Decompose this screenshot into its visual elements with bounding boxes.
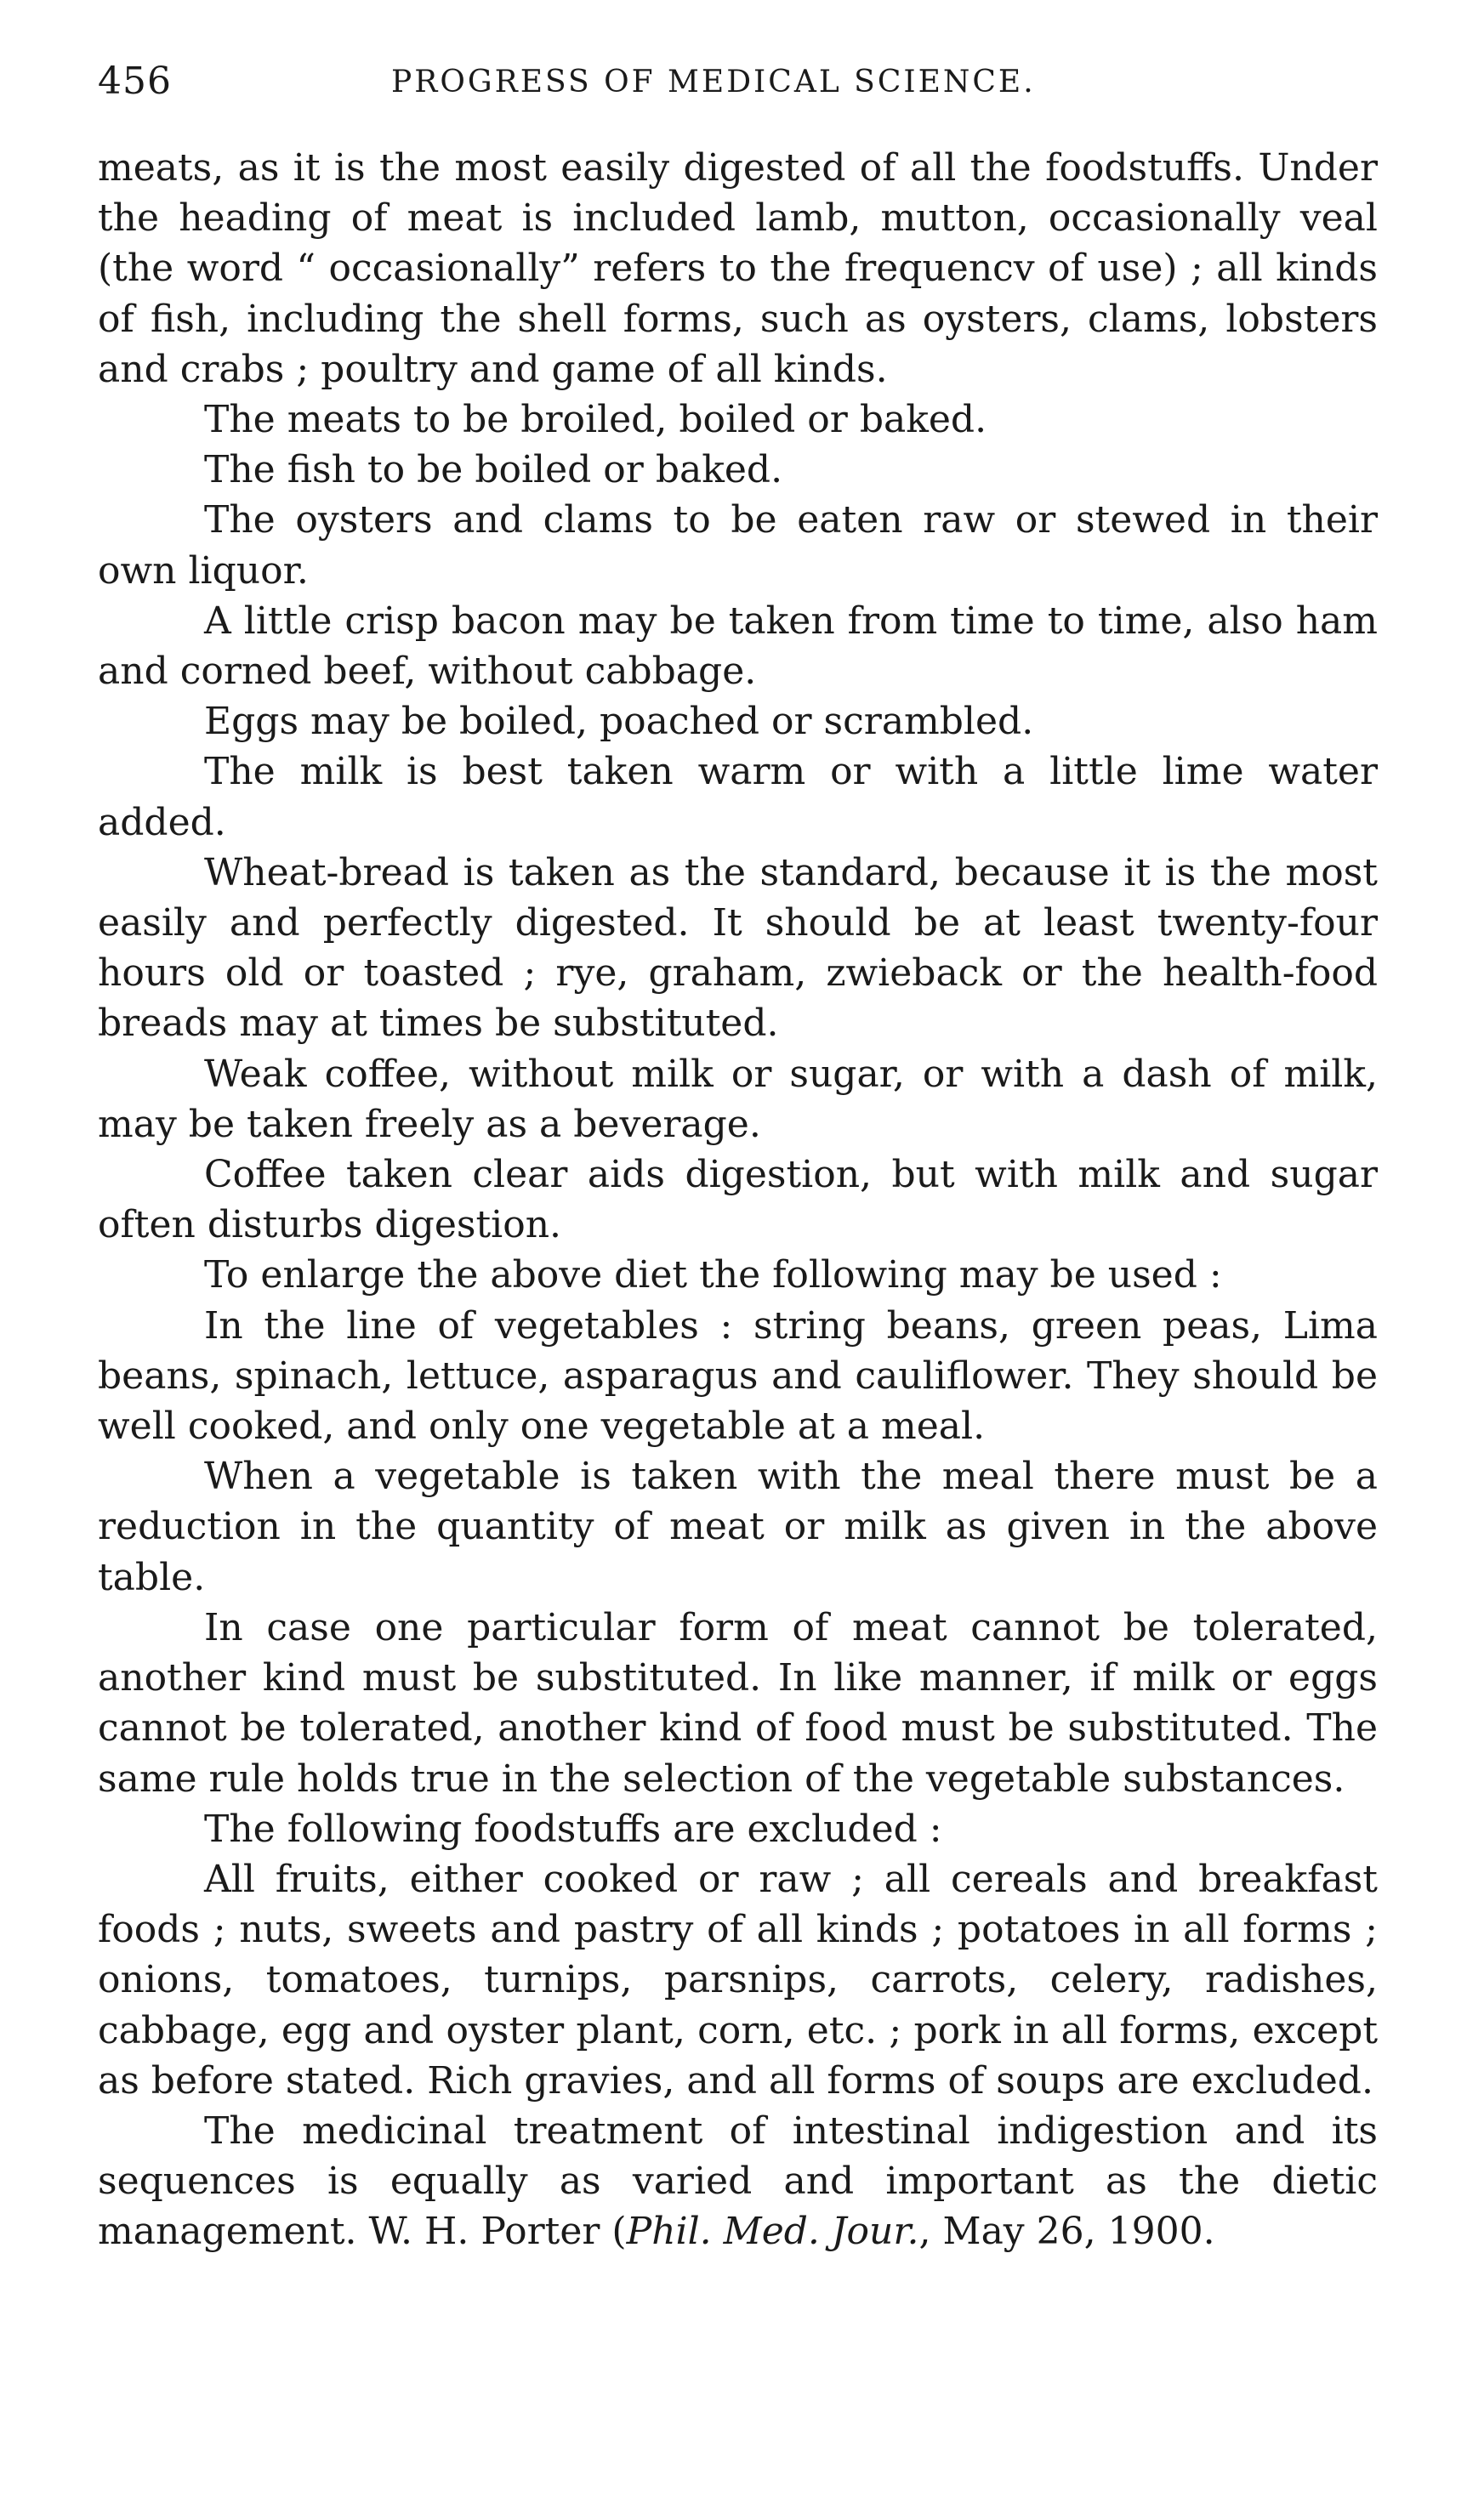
page-number: 456 xyxy=(98,60,172,103)
paragraph: In the line of vegetables : string beans, green peas, Lima beans, spinach, lettuce, asparagus and cauliflower. They should be well cooked, and only one vegetable at a meal. xyxy=(98,1303,1378,1449)
paragraph: The oysters and clams to be eaten raw or stewed in their own liquor. xyxy=(98,498,1378,593)
body-text xyxy=(98,143,1378,2257)
paragraph: Eggs may be boiled, poached or scrambled. xyxy=(204,700,1034,744)
paragraph: The meats to be broiled, boiled or baked. xyxy=(204,398,987,442)
paragraph: The following foodstuffs are excluded : xyxy=(204,1807,942,1851)
paragraph: A little crisp bacon may be taken from time to time, also ham and corned beef, without cabbage. xyxy=(98,599,1378,694)
paragraph: All fruits, either cooked or raw ; all cereals and breakfast foods ; nuts, sweets and pastry of all kinds ; potatoes in all forms ; onions, tomatoes, turnips, parsnips, carrots, celery, radishes, cabbage, egg and oyster plant, corn, etc. ; pork in all forms, except as before stated. Rich gravies, and all forms of soups are excluded. xyxy=(98,1857,1378,2103)
paragraph: To enlarge the above diet the following may be used : xyxy=(204,1253,1222,1297)
paragraph: The milk is best taken warm or with a little lime water added. xyxy=(98,750,1378,844)
paragraph: Coffee taken clear aids digestion, but with milk and sugar often disturbs digestion. xyxy=(98,1153,1378,1247)
citation-date: , May 26, 1900. xyxy=(918,2210,1215,2254)
final-paragraph-text: The medicinal treatment of intestinal indigestion and its sequences is equally as varied and important as the dietic management. W. H. Porter ( xyxy=(98,2109,1378,2254)
running-title: PROGRESS OF MEDICAL SCIENCE. xyxy=(391,65,1036,99)
paragraph: Wheat-bread is taken as the standard, because it is the most easily and perfectly digested. It should be at least twenty-four hours old or toasted ; rye, graham, zwieback or the health-food breads may at times be substituted. xyxy=(98,850,1378,1046)
journal-citation: Phil. Med. Jour. xyxy=(626,2210,919,2254)
paragraph: meats, as it is the most easily digested of all the foodstuffs. Under the heading of meat is included lamb, mutton, occasionally veal (the word “ occasionally” refers to the frequencv of use) ; all kinds of fish, including the shell forms, such as oysters, clams, lobsters and crabs ; poultry and game of all kinds. xyxy=(98,146,1378,391)
paragraph: The fish to be boiled or baked. xyxy=(204,448,783,492)
paragraph: When a vegetable is taken with the meal there must be a reduction in the quantity of meat or milk as given in the above table. xyxy=(98,1455,1378,1599)
page-header xyxy=(98,60,1390,119)
paragraph: Weak coffee, without milk or sugar, or with a dash of milk, may be taken freely as a beverage. xyxy=(98,1052,1378,1146)
paragraph: In case one particular form of meat cannot be tolerated, another kind must be substituted. In like manner, if milk or eggs cannot be tolerated, another kind of food must be substituted. The same rule holds true in the selection of the vegetable substances. xyxy=(98,1605,1378,1801)
final-paragraph xyxy=(98,2106,1378,2257)
